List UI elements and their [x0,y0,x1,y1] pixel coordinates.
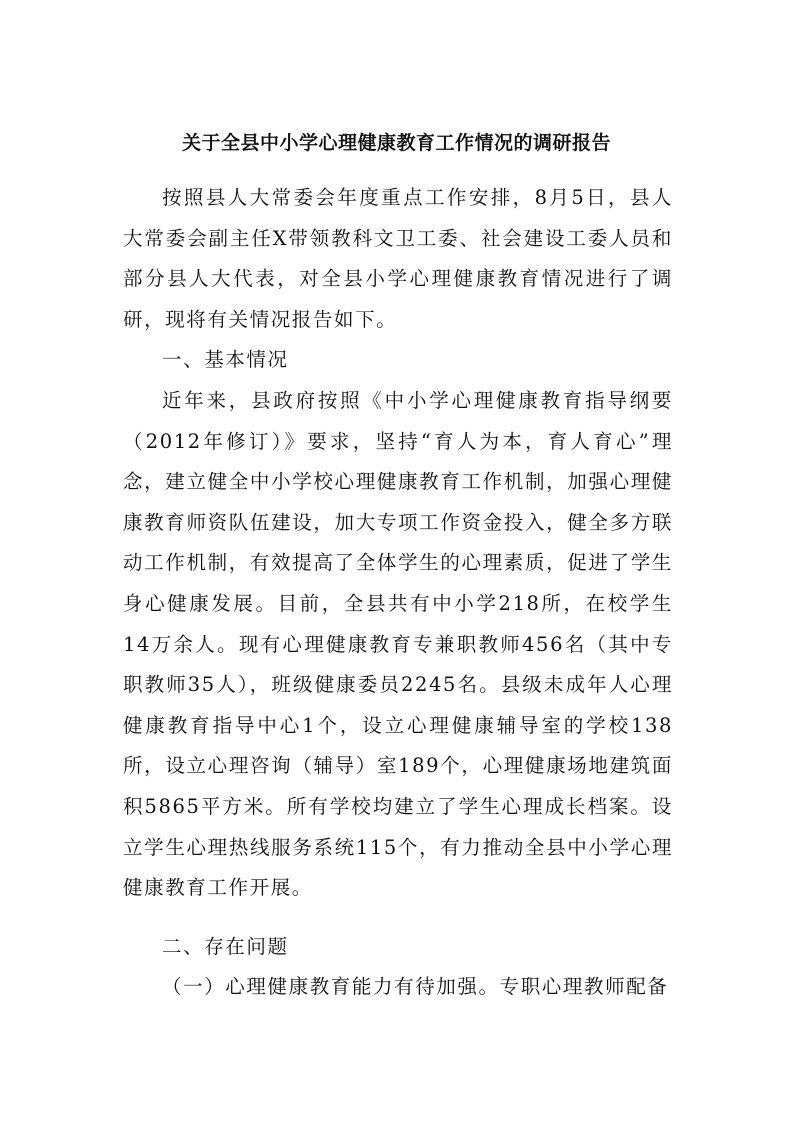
problems-subsection-paragraph: （一）心理健康教育能力有待加强。专职心理教师配备 [162,975,669,999]
section-heading-basic-situation: 一、基本情况 [162,348,289,372]
document-title: 关于全县中小学心理健康教育工作情况的调研报告 [181,132,611,154]
intro-paragraph: 按照县人大常委会年度重点工作安排，8月5日，县人大常委会副主任X带领教科文卫工委、社会建设工委人员和部分县人大代表，对全县小学心理健康教育情况进行了调研，现将有关情况报告如下。 [123,186,673,331]
section-heading-problems: 二、存在问题 [162,934,289,958]
document-body [123,178,673,1008]
basic-situation-paragraph: 近年来，县政府按照《中小学心理健康教育指导纲要（2012年修订）》要求，坚持“育人为本，育人育心”理念，建立健全中小学校心理健康教育工作机制，加强心理健康教育师资队伍建设，加大专项工作资金投入，健全多方联动工作机制，有效提高了全体学生的心理素质，促进了学生身心健康发展。目前，全县共有中小学218所，在校学生14万余人。现有心理健康教育专兼职教师456名（其中专职教师35人），班级健康委员2245名。县级未成年人心理健康教育指导中心1个，设立心理健康辅导室的学校138所，设立心理咨询（辅导）室189个，心理健康场地建筑面积5865平方米。所有学校均建立了学生心理成长档案。设立学生心理热线服务系统115个，有力推动全县中小学心理健康教育工作开展。 [123,388,673,900]
paragraph-gap [123,909,673,927]
